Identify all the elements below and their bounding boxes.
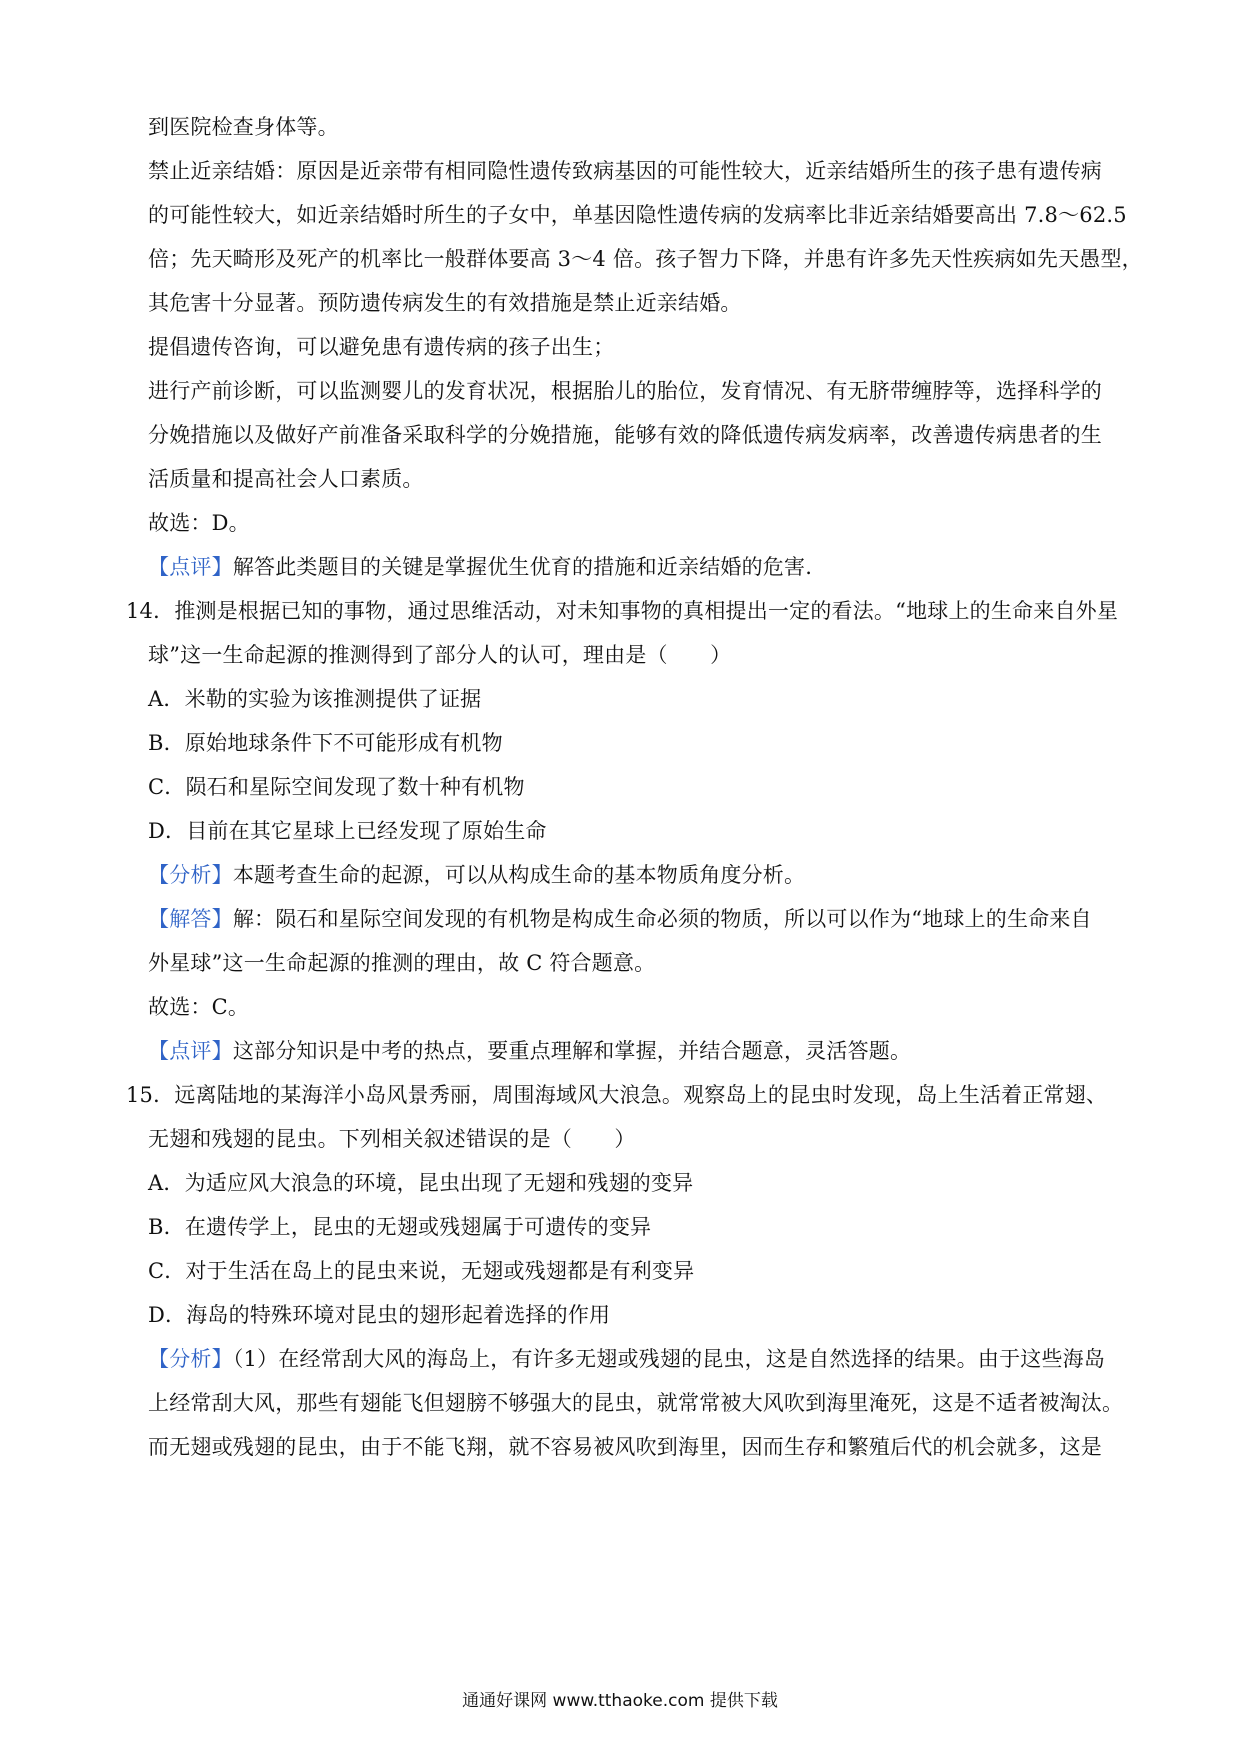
comment-line (148, 552, 812, 582)
paragraph-line: 进行产前诊断，可以监测婴儿的发育状况，根据胎儿的胎位，发育情况、有无脐带缠脖等，选择科学的 (148, 379, 1102, 403)
comment-text: 这部分知识是中考的热点，要重点理解和掌握，并结合题意，灵活答题。 (232, 1039, 912, 1063)
option-d: D．海岛的特殊环境对昆虫的翅形起着选择的作用 (148, 1303, 611, 1327)
analysis-text: 本题考查生命的起源，可以从构成生命的基本物质角度分析。 (232, 863, 806, 887)
question-stem: 14．推测是根据已知的事物，通过思维活动，对未知事物的真相提出一定的看法。“地球上的生命来自外星 (126, 599, 1119, 623)
analysis-tag: 【分析】 (148, 863, 233, 887)
paragraph-line: 的可能性较大，如近亲结婚时所生的子女中，单基因隐性遗传病的发病率比非近亲结婚要高出 7.8～62.5 (148, 203, 1127, 227)
analysis-line (148, 1344, 1105, 1374)
paragraph-line: 分娩措施以及做好产前准备采取科学的分娩措施，能够有效的降低遗传病发病率，改善遗传病患者的生 (148, 423, 1102, 447)
answer-line: 故选：D。 (148, 511, 250, 535)
paragraph-line: 活质量和提高社会人口素质。 (148, 467, 424, 491)
option-a: A．米勒的实验为该推测提供了证据 (148, 687, 482, 711)
solution-line (148, 904, 1092, 934)
paragraph-line: 倍；先天畸形及死产的机率比一般群体要高 3～4 倍。孩子智力下降，并患有许多先天性疾病如先天愚型， (148, 247, 1143, 271)
comment-line (148, 1036, 911, 1066)
option-b: B．原始地球条件下不可能形成有机物 (148, 731, 503, 755)
paragraph-line: 其危害十分显著。预防遗传病发生的有效措施是禁止近亲结婚。 (148, 291, 742, 315)
analysis-line (148, 860, 805, 890)
solution-text: 解：陨石和星际空间发现的有机物是构成生命必须的物质，所以可以作为“地球上的生命来自 (232, 907, 1092, 931)
paragraph-line: 到医院检查身体等。 (148, 115, 339, 139)
solution-tag: 【解答】 (148, 907, 233, 931)
question-stem: 球”这一生命起源的推测得到了部分人的认可，理由是（ ） (148, 643, 732, 667)
answer-line: 故选：C。 (148, 995, 250, 1019)
analysis-line: 上经常刮大风，那些有翅能飞但翅膀不够强大的昆虫，就常常被大风吹到海里淹死，这是不适者被淘汰。 (148, 1391, 1124, 1415)
page-footer: 通通好课网 www.tthaoke.com 提供下载 (462, 1691, 778, 1711)
solution-line: 外星球”这一生命起源的推测的理由，故 C 符合题意。 (148, 951, 656, 975)
option-c: C．陨石和星际空间发现了数十种有机物 (148, 775, 525, 799)
comment-tag: 【点评】 (148, 1039, 233, 1063)
option-d: D．目前在其它星球上已经发现了原始生命 (148, 819, 547, 843)
option-c: C．对于生活在岛上的昆虫来说，无翅或残翅都是有利变异 (148, 1259, 695, 1283)
comment-text: 解答此类题目的关键是掌握优生优育的措施和近亲结婚的危害. (232, 555, 813, 579)
paragraph-line: 提倡遗传咨询，可以避免患有遗传病的孩子出生； (148, 335, 615, 359)
paragraph-line: 禁止近亲结婚：原因是近亲带有相同隐性遗传致病基因的可能性较大，近亲结婚所生的孩子患有遗传病 (148, 159, 1102, 183)
analysis-text: （1）在经常刮大风的海岛上，有许多无翅或残翅的昆虫，这是自然选择的结果。由于这些海岛 (232, 1347, 1106, 1371)
option-a: A．为适应风大浪急的环境，昆虫出现了无翅和残翅的变异 (148, 1171, 694, 1195)
option-b: B．在遗传学上，昆虫的无翅或残翅属于可遗传的变异 (148, 1215, 652, 1239)
question-stem: 15．远离陆地的某海洋小岛风景秀丽，周围海域风大浪急。观察岛上的昆虫时发现，岛上生活着正常翅、 (126, 1083, 1108, 1107)
analysis-tag: 【分析】 (148, 1347, 233, 1371)
analysis-line: 而无翅或残翅的昆虫，由于不能飞翔，就不容易被风吹到海里，因而生存和繁殖后代的机会就多，这是 (148, 1435, 1102, 1459)
comment-tag: 【点评】 (148, 555, 233, 579)
question-stem: 无翅和残翅的昆虫。下列相关叙述错误的是（ ） (148, 1127, 636, 1151)
